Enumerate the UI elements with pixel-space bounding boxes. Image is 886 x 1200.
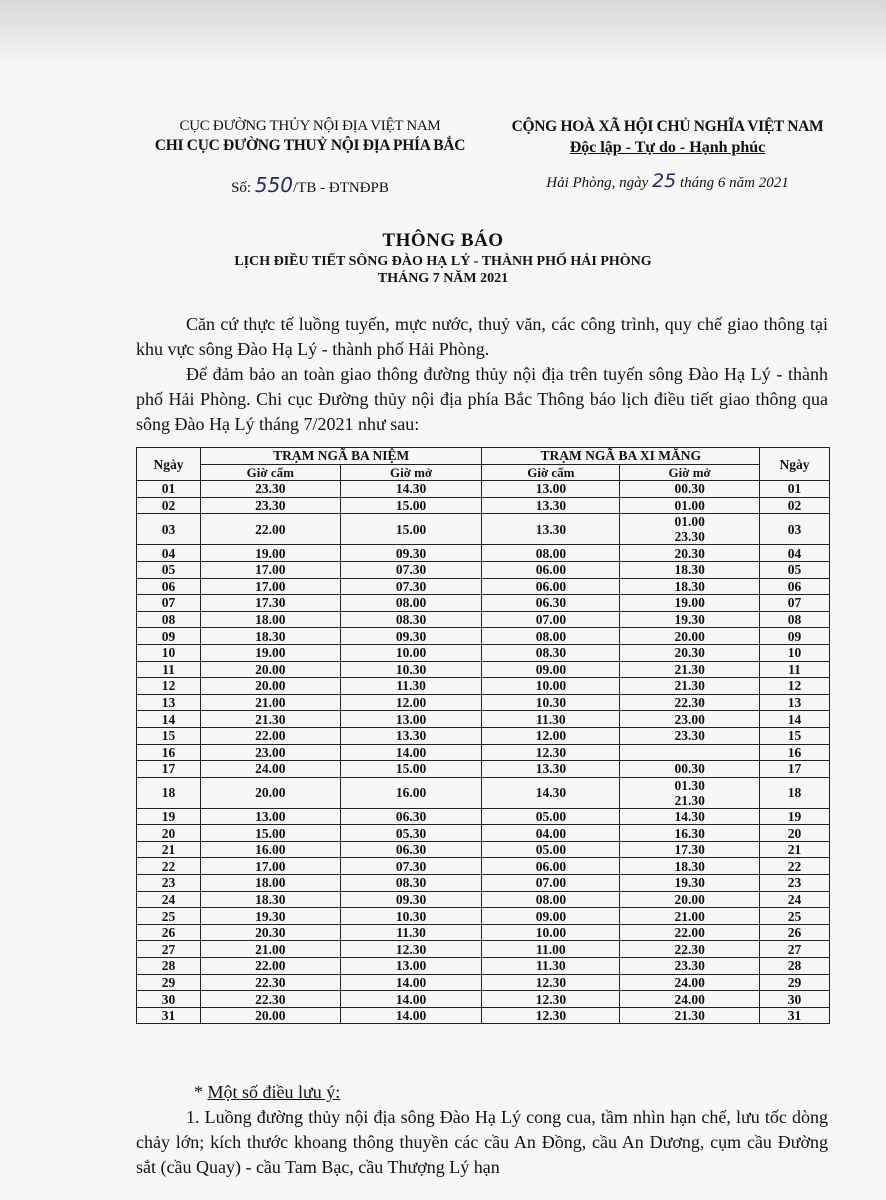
cell-s1-open: 07.30 xyxy=(340,561,482,578)
table-row xyxy=(137,744,830,761)
cell-day-right: 06 xyxy=(760,578,830,595)
open-time: 18.30 xyxy=(674,562,705,578)
national-header-block xyxy=(495,118,840,192)
cell-day-right: 21 xyxy=(760,841,830,858)
open-time: 22.30 xyxy=(674,695,705,711)
cell-s1-closed: 22.00 xyxy=(200,514,340,545)
cell-s2-closed: 08.00 xyxy=(482,891,620,908)
cell-s2-closed: 08.00 xyxy=(482,545,620,562)
table-row xyxy=(137,858,830,875)
cell-day-right: 26 xyxy=(760,924,830,941)
cell-s2-open xyxy=(620,727,760,744)
cell-s1-closed: 22.30 xyxy=(200,991,340,1008)
cell-s2-open xyxy=(620,808,760,825)
cell-day-right: 30 xyxy=(760,991,830,1008)
cell-s1-open: 10.30 xyxy=(340,661,482,678)
cell-day: 21 xyxy=(137,841,201,858)
header-station-nga-ba-niem: TRẠM NGÃ BA NIỆM xyxy=(200,448,482,465)
cell-day: 15 xyxy=(137,727,201,744)
cell-day-right: 25 xyxy=(760,908,830,925)
cell-day-right: 24 xyxy=(760,891,830,908)
cell-s1-closed: 20.30 xyxy=(200,924,340,941)
open-time: 19.30 xyxy=(674,612,705,628)
cell-s1-closed: 13.00 xyxy=(200,808,340,825)
cell-day-right: 14 xyxy=(760,711,830,728)
header-day-left: Ngày xyxy=(137,448,201,481)
cell-s1-open: 13.00 xyxy=(340,958,482,975)
cell-s1-closed: 17.00 xyxy=(200,858,340,875)
issuing-agency-block xyxy=(130,118,490,197)
cell-s1-closed: 23.30 xyxy=(200,497,340,514)
open-time: 20.00 xyxy=(674,628,705,644)
cell-s2-open xyxy=(620,825,760,842)
cell-s2-closed: 04.00 xyxy=(482,825,620,842)
cell-s1-closed: 18.30 xyxy=(200,628,340,645)
cell-day: 24 xyxy=(137,891,201,908)
header-day-right: Ngày xyxy=(760,448,830,481)
open-time: 20.00 xyxy=(674,891,705,907)
cell-s1-open: 15.00 xyxy=(340,514,482,545)
open-time: 23.00 xyxy=(674,711,705,727)
cell-s2-closed: 13.30 xyxy=(482,514,620,545)
cell-s1-open: 11.30 xyxy=(340,678,482,695)
cell-s2-open xyxy=(620,678,760,695)
cell-day-right: 13 xyxy=(760,694,830,711)
cell-s2-open xyxy=(620,891,760,908)
cell-day: 10 xyxy=(137,644,201,661)
cell-s2-open xyxy=(620,908,760,925)
cell-s2-closed: 06.00 xyxy=(482,561,620,578)
table-row xyxy=(137,545,830,562)
cell-s2-closed: 05.00 xyxy=(482,841,620,858)
cell-day: 18 xyxy=(137,777,201,808)
table-row xyxy=(137,958,830,975)
cell-s2-closed: 14.30 xyxy=(482,777,620,808)
open-time: 21.30 xyxy=(674,661,705,677)
cell-s2-closed: 05.00 xyxy=(482,808,620,825)
cell-s2-closed: 07.00 xyxy=(482,611,620,628)
cell-s2-open xyxy=(620,1007,760,1024)
cell-s1-open: 11.30 xyxy=(340,924,482,941)
cell-s1-open: 08.30 xyxy=(340,611,482,628)
cell-s2-closed: 06.30 xyxy=(482,595,620,612)
cell-s1-open: 08.30 xyxy=(340,875,482,892)
table-row xyxy=(137,974,830,991)
table-row xyxy=(137,711,830,728)
cell-day: 09 xyxy=(137,628,201,645)
cell-s2-closed: 12.30 xyxy=(482,1007,620,1024)
header-closed-1: Giờ cấm xyxy=(200,464,340,481)
table-row xyxy=(137,808,830,825)
cell-day: 12 xyxy=(137,678,201,695)
cell-day-right: 27 xyxy=(760,941,830,958)
cell-s1-closed: 21.00 xyxy=(200,694,340,711)
table-row xyxy=(137,777,830,808)
cell-s1-open: 07.30 xyxy=(340,578,482,595)
table-row xyxy=(137,1007,830,1024)
header-open-1: Giờ mở xyxy=(340,464,482,481)
open-time: 21.00 xyxy=(674,908,705,924)
cell-s2-open xyxy=(620,744,760,761)
cell-s2-closed: 13.30 xyxy=(482,761,620,778)
cell-day-right: 18 xyxy=(760,777,830,808)
header-closed-2: Giờ cấm xyxy=(482,464,620,481)
cell-day-right: 03 xyxy=(760,514,830,545)
table-row xyxy=(137,678,830,695)
table-row xyxy=(137,924,830,941)
cell-s1-closed: 24.00 xyxy=(200,761,340,778)
cell-s1-closed: 17.00 xyxy=(200,561,340,578)
national-motto: Độc lập - Tự do - Hạnh phúc xyxy=(569,139,766,156)
open-time: 23.30 xyxy=(674,529,705,545)
document-period: THÁNG 7 NĂM 2021 xyxy=(377,271,509,286)
cell-day-right: 05 xyxy=(760,561,830,578)
table-row xyxy=(137,694,830,711)
cell-s1-open: 14.00 xyxy=(340,974,482,991)
table-row xyxy=(137,841,830,858)
cell-s1-closed: 19.00 xyxy=(200,545,340,562)
cell-s1-closed: 18.30 xyxy=(200,891,340,908)
cell-s1-closed: 20.00 xyxy=(200,661,340,678)
cell-day: 19 xyxy=(137,808,201,825)
cell-s2-open xyxy=(620,777,760,808)
open-time: 18.30 xyxy=(674,578,705,594)
table-row xyxy=(137,628,830,645)
cell-s1-closed: 15.00 xyxy=(200,825,340,842)
header-station-nga-ba-xi-mang: TRẠM NGÃ BA XI MĂNG xyxy=(482,448,760,465)
cell-s2-closed: 13.30 xyxy=(482,497,620,514)
cell-day-right: 15 xyxy=(760,727,830,744)
cell-s1-closed: 23.30 xyxy=(200,481,340,498)
open-time: 16.30 xyxy=(674,825,705,841)
cell-s1-open: 07.30 xyxy=(340,858,482,875)
open-time: 18.30 xyxy=(674,858,705,874)
cell-day: 25 xyxy=(137,908,201,925)
cell-s1-open: 12.00 xyxy=(340,694,482,711)
cell-s2-closed: 09.00 xyxy=(482,661,620,678)
cell-s1-open: 09.30 xyxy=(340,545,482,562)
cell-s2-open xyxy=(620,924,760,941)
open-time: 21.30 xyxy=(674,678,705,694)
schedule-body xyxy=(137,481,830,1024)
cell-s2-open xyxy=(620,711,760,728)
cell-day-right: 11 xyxy=(760,661,830,678)
cell-day-right: 08 xyxy=(760,611,830,628)
table-row xyxy=(137,514,830,545)
cell-day: 03 xyxy=(137,514,201,545)
cell-day: 28 xyxy=(137,958,201,975)
cell-s1-closed: 20.00 xyxy=(200,1007,340,1024)
cell-s1-open: 14.00 xyxy=(340,744,482,761)
cell-day: 30 xyxy=(137,991,201,1008)
document-header xyxy=(0,118,886,208)
agency-name: CHI CỤC ĐƯỜNG THUỶ NỘI ĐỊA PHÍA BẮC xyxy=(154,137,466,154)
cell-s1-open: 14.00 xyxy=(340,991,482,1008)
cell-day-right: 17 xyxy=(760,761,830,778)
cell-s2-closed: 12.30 xyxy=(482,974,620,991)
cell-s2-closed: 06.00 xyxy=(482,578,620,595)
cell-s2-open xyxy=(620,514,760,545)
scan-edge-shadow xyxy=(0,0,886,60)
open-time: 23.30 xyxy=(674,728,705,744)
cell-s1-closed: 18.00 xyxy=(200,611,340,628)
cell-day-right: 12 xyxy=(760,678,830,695)
cell-s2-open xyxy=(620,481,760,498)
cell-day: 11 xyxy=(137,661,201,678)
cell-s1-open: 12.30 xyxy=(340,941,482,958)
cell-s2-open xyxy=(620,761,760,778)
open-time: 20.30 xyxy=(674,545,705,561)
table-row xyxy=(137,908,830,925)
cell-s2-closed: 09.00 xyxy=(482,908,620,925)
cell-s1-closed: 20.00 xyxy=(200,678,340,695)
cell-day: 23 xyxy=(137,875,201,892)
cell-day-right: 04 xyxy=(760,545,830,562)
cell-s2-open xyxy=(620,974,760,991)
table-row xyxy=(137,644,830,661)
cell-s1-open: 10.30 xyxy=(340,908,482,925)
cell-s2-closed: 10.30 xyxy=(482,694,620,711)
cell-s1-closed: 21.30 xyxy=(200,711,340,728)
cell-s1-closed: 18.00 xyxy=(200,875,340,892)
cell-s1-open: 15.00 xyxy=(340,761,482,778)
cell-s2-closed: 08.30 xyxy=(482,644,620,661)
cell-s1-closed: 22.00 xyxy=(200,958,340,975)
cell-s2-closed: 11.30 xyxy=(482,711,620,728)
cell-s2-open xyxy=(620,841,760,858)
parent-agency: CỤC ĐƯỜNG THỦY NỘI ĐỊA VIỆT NAM xyxy=(179,118,441,134)
cell-s1-closed: 17.30 xyxy=(200,595,340,612)
cell-s1-open: 13.00 xyxy=(340,711,482,728)
cell-s2-closed: 11.00 xyxy=(482,941,620,958)
cell-s2-closed: 13.00 xyxy=(482,481,620,498)
open-time: 01.00 xyxy=(674,514,705,530)
cell-s2-open xyxy=(620,497,760,514)
cell-day: 01 xyxy=(137,481,201,498)
cell-s2-closed: 12.30 xyxy=(482,991,620,1008)
cell-s1-open: 09.30 xyxy=(340,628,482,645)
open-time: 21.30 xyxy=(674,1008,705,1024)
table-row xyxy=(137,761,830,778)
cell-day-right: 19 xyxy=(760,808,830,825)
table-row xyxy=(137,875,830,892)
open-time: 23.30 xyxy=(674,958,705,974)
document-number: Số: 550/TB - ĐTNĐPB xyxy=(231,173,389,197)
document-title-block xyxy=(0,230,886,287)
open-time: 19.00 xyxy=(674,595,705,611)
cell-day: 17 xyxy=(137,761,201,778)
table-row xyxy=(137,481,830,498)
cell-day-right: 16 xyxy=(760,744,830,761)
cell-day: 14 xyxy=(137,711,201,728)
cell-day-right: 31 xyxy=(760,1007,830,1024)
cell-s2-closed: 06.00 xyxy=(482,858,620,875)
table-row xyxy=(137,561,830,578)
open-time: 20.30 xyxy=(674,645,705,661)
cell-s1-open: 14.30 xyxy=(340,481,482,498)
table-row xyxy=(137,825,830,842)
cell-s2-open xyxy=(620,875,760,892)
table-row xyxy=(137,661,830,678)
table-row xyxy=(137,727,830,744)
open-time: 21.30 xyxy=(674,792,705,808)
cell-day: 06 xyxy=(137,578,201,595)
paragraph-purpose: Để đảm bảo an toàn giao thông đường thủy nội địa trên tuyến sông Đào Hạ Lý - thành phố Hải Phòng. Chi cục Đường thủy nội địa phía Bắc Thông báo lịch điều tiết giao thông qua sông Đào Hạ Lý tháng 7/2021 như sau: xyxy=(136,364,828,434)
cell-s2-closed: 12.00 xyxy=(482,727,620,744)
table-row xyxy=(137,497,830,514)
nation-name: CỘNG HOÀ XÃ HỘI CHỦ NGHĨA VIỆT NAM xyxy=(511,118,824,135)
open-time: 01.00 xyxy=(674,498,705,514)
cell-s1-open: 06.30 xyxy=(340,808,482,825)
table-row xyxy=(137,595,830,612)
table-row xyxy=(137,991,830,1008)
cell-s1-closed: 19.30 xyxy=(200,908,340,925)
cell-day: 22 xyxy=(137,858,201,875)
open-time: 14.30 xyxy=(674,808,705,824)
cell-day-right: 07 xyxy=(760,595,830,612)
cell-s2-open xyxy=(620,561,760,578)
document-title: THÔNG BÁO xyxy=(382,230,504,251)
table-row xyxy=(137,941,830,958)
handwritten-number: 550 xyxy=(254,173,294,197)
paragraph-basis: Căn cứ thực tế luồng tuyến, mực nước, thuỷ văn, các công trình, quy chế giao thông tại khu vực sông Đào Hạ Lý - thành phố Hải Phòng. xyxy=(136,314,828,359)
cell-s1-open: 16.00 xyxy=(340,777,482,808)
open-time: 01.30 xyxy=(674,777,705,793)
cell-s1-open: 06.30 xyxy=(340,841,482,858)
cell-day: 27 xyxy=(137,941,201,958)
cell-day: 02 xyxy=(137,497,201,514)
cell-day-right: 29 xyxy=(760,974,830,991)
cell-s1-open: 09.30 xyxy=(340,891,482,908)
table-row xyxy=(137,891,830,908)
cell-s1-open: 10.00 xyxy=(340,644,482,661)
cell-s2-open xyxy=(620,858,760,875)
cell-s1-closed: 17.00 xyxy=(200,578,340,595)
handwritten-day: 25 xyxy=(652,170,677,192)
cell-s1-closed: 23.00 xyxy=(200,744,340,761)
cell-s1-open: 08.00 xyxy=(340,595,482,612)
cell-s2-open xyxy=(620,694,760,711)
cell-s2-open xyxy=(620,628,760,645)
cell-s1-open: 14.00 xyxy=(340,1007,482,1024)
cell-s2-closed: 11.30 xyxy=(482,958,620,975)
open-time: 22.30 xyxy=(674,941,705,957)
cell-day: 20 xyxy=(137,825,201,842)
cell-day: 31 xyxy=(137,1007,201,1024)
cell-s2-open xyxy=(620,941,760,958)
cell-day-right: 20 xyxy=(760,825,830,842)
cell-s2-closed: 10.00 xyxy=(482,924,620,941)
table-row xyxy=(137,611,830,628)
open-time: 00.30 xyxy=(674,481,705,497)
open-time: 19.30 xyxy=(674,875,705,891)
cell-s2-closed: 08.00 xyxy=(482,628,620,645)
cell-day: 29 xyxy=(137,974,201,991)
cell-day: 08 xyxy=(137,611,201,628)
document-subtitle: LỊCH ĐIỀU TIẾT SÔNG ĐÀO HẠ LÝ - THÀNH PHỐ HẢI PHÒNG xyxy=(234,254,652,269)
cell-s1-closed: 22.00 xyxy=(200,727,340,744)
table-row xyxy=(137,578,830,595)
cell-day: 13 xyxy=(137,694,201,711)
notes-heading: * Một số điều lưu ý: xyxy=(194,1082,341,1102)
cell-s1-closed: 19.00 xyxy=(200,644,340,661)
open-time: 22.00 xyxy=(674,925,705,941)
open-time: 24.00 xyxy=(674,974,705,990)
cell-day: 04 xyxy=(137,545,201,562)
header-open-2: Giờ mở xyxy=(620,464,760,481)
cell-day: 07 xyxy=(137,595,201,612)
cell-s1-closed: 16.00 xyxy=(200,841,340,858)
cell-day-right: 09 xyxy=(760,628,830,645)
cell-day-right: 22 xyxy=(760,858,830,875)
cell-day-right: 01 xyxy=(760,481,830,498)
cell-day-right: 28 xyxy=(760,958,830,975)
cell-s2-closed: 12.30 xyxy=(482,744,620,761)
cell-s2-open xyxy=(620,644,760,661)
cell-s2-open xyxy=(620,595,760,612)
cell-s2-closed: 07.00 xyxy=(482,875,620,892)
schedule-table xyxy=(136,447,830,1024)
cell-day-right: 23 xyxy=(760,875,830,892)
cell-day: 05 xyxy=(137,561,201,578)
cell-s2-closed: 10.00 xyxy=(482,678,620,695)
cell-day: 16 xyxy=(137,744,201,761)
cell-s2-open xyxy=(620,958,760,975)
cell-s1-closed: 21.00 xyxy=(200,941,340,958)
cell-s1-open: 15.00 xyxy=(340,497,482,514)
cell-s2-open xyxy=(620,578,760,595)
cell-s1-open: 05.30 xyxy=(340,825,482,842)
cell-s1-closed: 22.30 xyxy=(200,974,340,991)
cell-day-right: 10 xyxy=(760,644,830,661)
cell-s1-closed: 20.00 xyxy=(200,777,340,808)
place-date: Hải Phòng, ngày 25 tháng 6 năm 2021 xyxy=(546,170,789,192)
cell-s2-open xyxy=(620,545,760,562)
open-time: 00.30 xyxy=(674,761,705,777)
cell-s1-open: 13.30 xyxy=(340,727,482,744)
note-1: 1. Luồng đường thủy nội địa sông Đào Hạ Lý cong cua, tầm nhìn hạn chế, lưu tốc dòng chảy lớn; kích thước khoang thông thuyền các cầu An Đồng, cầu An Dương, cụm cầu Đường sắt (cầu Quay) - cầu Tam Bạc, cầu Thượng Lý hạn xyxy=(136,1107,828,1177)
cell-day-right: 02 xyxy=(760,497,830,514)
cell-s2-open xyxy=(620,991,760,1008)
cell-s2-open xyxy=(620,661,760,678)
cell-s2-open xyxy=(620,611,760,628)
open-time: 17.30 xyxy=(674,842,705,858)
open-time: 24.00 xyxy=(674,991,705,1007)
cell-day: 26 xyxy=(137,924,201,941)
